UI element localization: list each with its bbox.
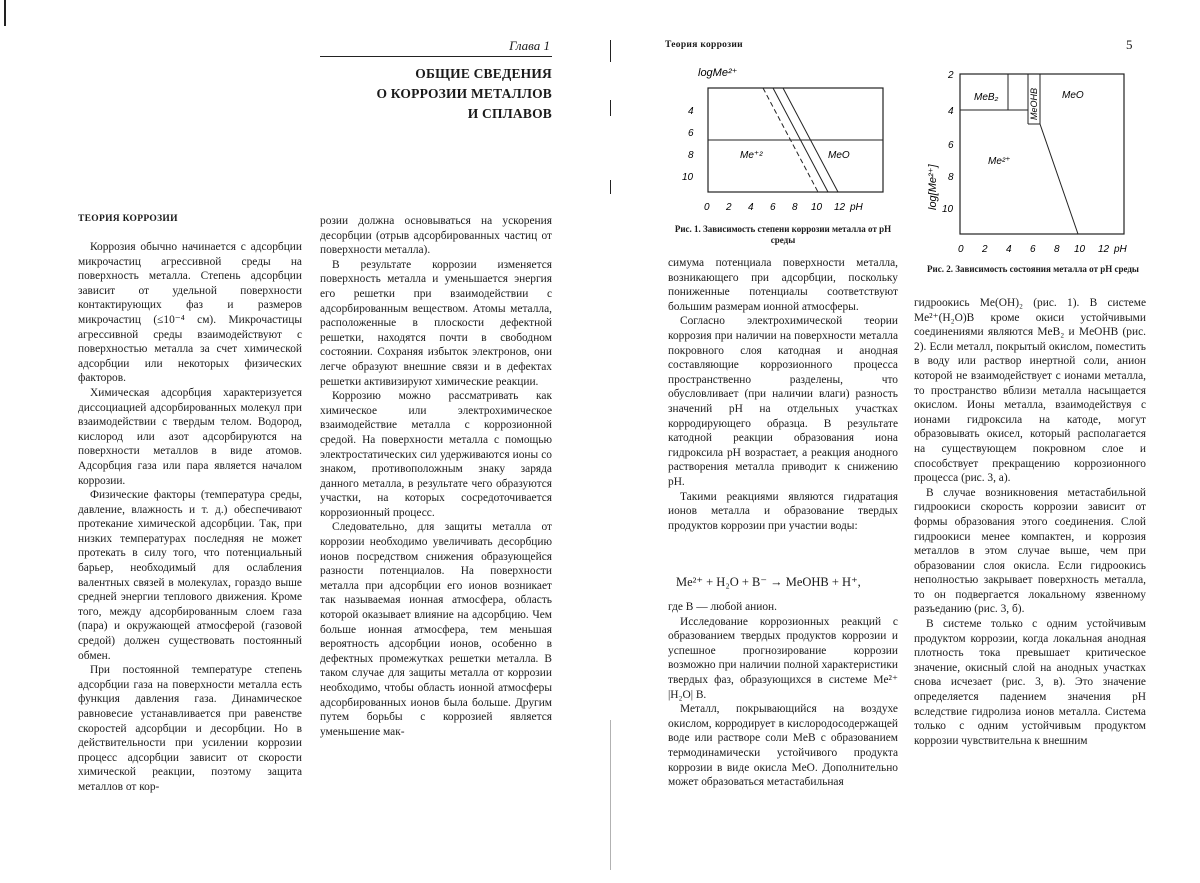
formula: Me²⁺ + H₂O + B⁻ → MeOHB + H⁺, bbox=[676, 575, 861, 589]
fig2-region-label: Me²⁺ bbox=[988, 156, 1011, 167]
chapter-rule bbox=[320, 56, 552, 57]
section-heading: ТЕОРИЯ КОРРОЗИИ bbox=[78, 214, 178, 224]
paragraph: Физические факторы (температура среды, давление, влажность и т. д.) обеспечивают протекание химической адсорбции. Так, при низких температурах последняя не может протекать в силу того, что потенциальный барьер, необходимый для ослабления валентных связей в молекулах, гораздо выше средней энергии теплового движения. Кроме того, между адсорбированным слоем газа (пара) и окружающей атмосферой (газовой средой) должен существовать постоянный обмен. bbox=[78, 489, 302, 662]
chapter-title-line: ОБЩИЕ СВЕДЕНИЯ bbox=[415, 66, 552, 81]
fig2-xtick: 0 bbox=[958, 244, 964, 255]
right-column-1-bottom bbox=[668, 600, 898, 862]
running-head: Теория коррозии bbox=[665, 40, 743, 50]
left-column-1 bbox=[78, 240, 302, 862]
fig2-ytick: 8 bbox=[948, 172, 954, 183]
fig1-ylabel: logMe²⁺ bbox=[698, 67, 738, 79]
gutter-mark bbox=[610, 180, 611, 194]
figure-1-chart bbox=[668, 62, 896, 222]
chapter-title-line: О КОРРОЗИИ МЕТАЛЛОВ bbox=[376, 86, 552, 101]
fig2-xtick: 2 bbox=[982, 244, 988, 255]
paragraph: Согласно электрохимической теории коррозия при наличии на поверхности металла покровного слоя катодная и анодная составляющие коррозионного процесса пространственно разделены, что обусловливает (при наличии влаги) разность значений pH на отдельных участках корродирующего образца. В результате катодной реакции образования иона гидроксила pH возрастает, а реакция анодного растворения металла приводит к снижению pH. bbox=[668, 315, 898, 488]
right-column-2 bbox=[914, 296, 1146, 862]
fig2-xtick: 10 bbox=[1074, 244, 1086, 255]
fig1-xtick: 6 bbox=[770, 202, 776, 213]
paragraph: симума потенциала поверхности металла, возникающего при адсорбции, поскольку пониженные потенциалы соответствуют большим размерам ионной атмосферы. bbox=[668, 257, 898, 313]
paragraph: Следовательно, для защиты металла от коррозии необходимо увеличивать десорбцию ионов посредством снижения образующейся разности потенциалов. На поверхности металла при адсорбции его ионов возникает так называемая ионная атмосфера, область которой оказывает влияние на адсорбцию. Чем больше ионная атмосфера, тем меньшая вероятность адсорбции ионов, особенно в дефектных промежутках решетки металла. В таком случае для защиты металла от коррозии необходимо, чтобы область ионной атмосферы адсорбированных ионов была больше. Другим путем борьбы с коррозией является уменьшение мак- bbox=[320, 521, 552, 738]
figure-2-caption: Рис. 2. Зависимость состояния металла от pH среды bbox=[927, 264, 1139, 274]
paragraph: В случае возникновения метастабильной гидроокиси скорость коррозии зависит от формы образования этого соединения. Слой гидроокиси менее компактен, и коррозия металлов в этом случае выше, чем при образовании слоя окисла. Если гидроокись неполностью закрывает поверхность металла, то он подвергается локальному язвенному разъеданию (рис. 3, б). bbox=[914, 486, 1146, 616]
paragraph: гидроокись Me(OH)₂ (рис. 1). В системе Me²⁺(H₂O)B кроме окиси устойчивыми соединениями являются MeB₂ и MeOHB (рис. 2). Если металл, покрытый окислом, поместить в воду или раствор инертной соли, анион которой не взаимодействует с ионами металла, то пространство вблизи металла насыщается окислом. Ионы металла, взаимодействуя с ионами гидроксила на катоде, могут образовывать окисел, который располагается на существующем покровном слое и способствует прекращению коррозионного процесса (рис. 3, а). bbox=[914, 297, 1146, 485]
fig1-xunit: pH bbox=[850, 202, 863, 213]
fig2-region-label: MeB₂ bbox=[974, 92, 999, 103]
figure-1-caption: Рис. 1. Зависимость степени коррозии металла от pH среды bbox=[674, 224, 892, 245]
fig2-xtick: 8 bbox=[1054, 244, 1060, 255]
paragraph: В результате коррозии изменяется поверхность металла и уменьшается энергия его решетки при взаимодействии с адсорбированным веществом. Атомы металла, расположенные в плоскости дефектной решетки, находятся почти в свободном состоянии. Сохраняя избыток электронов, они легче образуют внешние связи и в дефектах решетки активизируют химические реакции. bbox=[320, 258, 552, 388]
fig1-ytick: 4 bbox=[688, 106, 694, 117]
fig2-xunit: pH bbox=[1114, 244, 1127, 255]
fig1-xtick: 12 bbox=[834, 202, 846, 213]
fig2-xtick: 6 bbox=[1030, 244, 1036, 255]
paragraph: Коррозию можно рассматривать как химическое или электрохимическое взаимодействие металла с коррозионной средой. На поверхности металла с помощью электростатических сил удерживаются ионы со знаком, противоположным знаку заряда данного металла, в результате чего образуются участки, на которых сосредоточивается коррозионный процесс. bbox=[320, 390, 552, 519]
chapter-title-line: И СПЛАВОВ bbox=[467, 106, 552, 121]
fig1-region-label: MeO bbox=[828, 150, 850, 161]
fig1-xtick: 0 bbox=[704, 202, 710, 213]
left-column-2 bbox=[320, 214, 552, 862]
fig2-xtick: 4 bbox=[1006, 244, 1012, 255]
right-column-1-top bbox=[668, 256, 898, 572]
fig1-xtick: 10 bbox=[811, 202, 823, 213]
fig1-ytick: 6 bbox=[688, 128, 694, 139]
chapter-label: Глава 1 bbox=[509, 38, 550, 53]
paragraph: Исследование коррозионных реакций с образованием твердых продуктов коррозии и успешное прогнозирование коррозии возможно при наличии полной характеристики твердых фаз, образующихся в системе Me²⁺ |H₂O| B. bbox=[668, 615, 898, 701]
gutter-mark bbox=[610, 100, 611, 116]
paragraph: где B — любой анион. bbox=[668, 601, 778, 613]
fig2-ytick: 2 bbox=[948, 70, 954, 81]
fig2-ytick: 10 bbox=[942, 204, 954, 215]
fig1-ytick: 8 bbox=[688, 150, 694, 161]
fig2-region-label: MeO bbox=[1062, 90, 1084, 101]
paragraph: В системе только с одним устойчивым продуктом коррозии, когда локальная анодная плотность тока превышает критическое значение, окисный слой на анодных участках снова исчезает (рис. 3, в). Это значение определяется падением значения pH вследствие гидролиза ионов металла. Система только с одним устойчивым продуктом коррозии чувствительна к внешним bbox=[914, 618, 1146, 747]
fig2-ylabel: log[Me²⁺] bbox=[927, 164, 939, 210]
scan-edge-mark bbox=[4, 0, 6, 26]
fig1-xtick: 4 bbox=[748, 202, 754, 213]
page-number: 5 bbox=[1126, 37, 1133, 52]
paragraph: Металл, покрывающийся на воздухе окислом, корродирует в кислородосодержащей воде или растворе соли MeB с образованием термодинамически устойчивого продукта коррозии в виде окисла MeO. Дополнительно может образоваться метастабильная bbox=[668, 703, 898, 789]
paragraph: При постоянной температуре степень адсорбции газа на поверхности металла есть функция давления газа. Динамическое равновесие устанавливается при равенстве скоростей адсорбции и десорбции. Но в действительности при усилении коррозии процесс адсорбции зависит от скорости химической реакции, поэтому защита металлов от кор- bbox=[78, 664, 302, 793]
fig2-xtick: 12 bbox=[1098, 244, 1110, 255]
fig1-ytick: 10 bbox=[682, 172, 694, 183]
gutter-mark bbox=[610, 720, 611, 870]
fig1-xtick: 2 bbox=[726, 202, 732, 213]
fig2-boundary-line bbox=[1040, 124, 1078, 234]
fig1-region-label: Me⁺² bbox=[740, 150, 763, 161]
gutter-mark bbox=[610, 40, 611, 62]
fig1-xtick: 8 bbox=[792, 202, 798, 213]
fig2-ytick: 4 bbox=[948, 106, 954, 117]
chapter-title bbox=[320, 64, 552, 124]
paragraph: розии должна основываться на ускорения десорбции (отрыв адсорбированных частиц от поверхности металла). bbox=[320, 215, 552, 257]
fig2-region-label: MeOHB bbox=[1029, 87, 1039, 120]
figure-2-chart bbox=[918, 62, 1148, 262]
fig2-ytick: 6 bbox=[948, 140, 954, 151]
paragraph: Химическая адсорбция характеризуется диссоциацией адсорбированных молекул при взаимодействии с твердым телом. Водород, кислород или азот адсорбируются на поверхности металлов в виде атомов. Адсорбция газа или пара является началом коррозии. bbox=[78, 386, 302, 487]
paragraph: Такими реакциями являются гидратация ионов металла и образование твердых продуктов коррозии при участии воды: bbox=[668, 490, 898, 532]
paragraph: Коррозия обычно начинается с адсорбции микрочастиц агрессивной среды на поверхность металла. Степень адсорбции зависит от удельной поверхности контактирующих фаз и размеров микрочастиц (≤10⁻⁴ см). Микрочастицы агрессивной среды взаимодействуют с поверхностью металла за счет химической адсорбции или некоторых физических факторов. bbox=[78, 241, 302, 385]
